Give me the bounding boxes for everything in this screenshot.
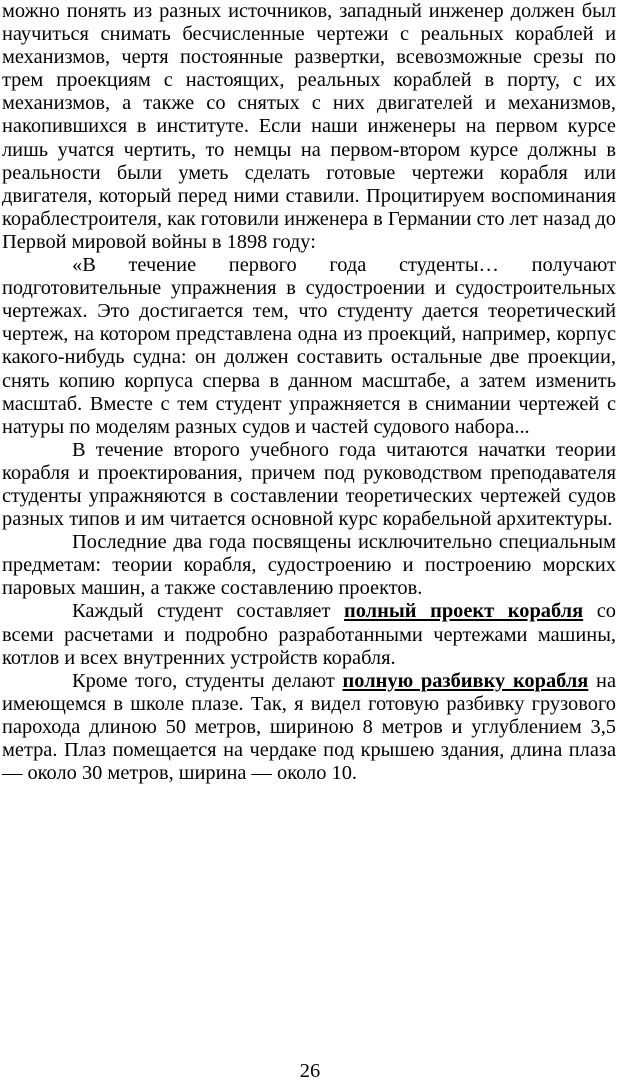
paragraph-6-text-end: на имеющемся в школе плазе. Так, я видел готовую разбивку грузового парохода длиною 50 метров, шириною 8 метров и углублением 3,5 метра. Плаз помещается на чердаке под крышею здания, длина плаза — около 30 метров, ширина — около 10. <box>2 669 616 785</box>
paragraph-1-text: можно понять из разных источников, западный инженер должен был научиться снимать бесчисленные чертежи с реальных кораблей и механизмов, чертя постоянные развертки, всевозможные срезы по трем проекциям с настоящих, реальных кораблей в порту, с их механизмов, а также со снятых с них двигателей и механизмов, накопившихся в институте. Если наши инженеры на первом курсе лишь учатся чертить, то немцы на первом-втором курсе должны в реальности были уметь сделать готовые чертежи корабля или двигателя, который перед ними ставили. Процитируем воспоминания кораблестроителя, как готовили инженера в Германии сто лет назад до Первой мировой войны в 1898 году: <box>2 0 617 253</box>
page-number: 26 <box>299 1060 321 1082</box>
body-text <box>2 0 616 785</box>
paragraph-5-text-start: Каждый студент составляет <box>72 600 344 623</box>
paragraph-5 <box>2 600 616 669</box>
paragraph-2 <box>2 254 616 439</box>
paragraph-6 <box>2 670 616 785</box>
emphasis-full-ship-layout: полную разбивку корабля <box>342 669 589 692</box>
emphasis-full-ship-project: полный проект корабля <box>343 600 584 623</box>
paragraph-4 <box>2 531 616 600</box>
paragraph-3-text: В течение второго учебного года читаются начатки теории корабля и проектирования, причем под руководством преподавателя студенты упражняются в составлении теоретических чертежей судов разных типов и им читается основной курс корабельной архитектуры. <box>2 438 616 531</box>
paragraph-1 <box>2 0 616 254</box>
paragraph-2-text: «В течение первого года студенты… получают подготовительные упражнения в судостроении и судостроительных чертежах. Это достигается тем, что студенту дается теоретический чертеж, на котором представлена одна из проекций, например, корпус какого-нибудь судна: он должен составить остальные две проекции, снять копию корпуса сперва в данном масштабе, а затем изменить масштаб. Вместе с тем студент упражняется в снимании чертежей с натуры по моделям разных судов и частей судового набора... <box>2 254 616 438</box>
paragraph-4-text: Последние два года посвящены исключительно специальным предметам: теории корабля, судостроению и построению морских паровых машин, а также составлению проектов. <box>2 531 616 600</box>
paragraph-3 <box>2 439 616 531</box>
paragraph-5-text-end: со всеми расчетами и подробно разработанными чертежами машины, котлов и всех внутренних устройств корабля. <box>2 600 616 669</box>
paragraph-6-text-start: Кроме того, студенты делают <box>72 669 343 692</box>
